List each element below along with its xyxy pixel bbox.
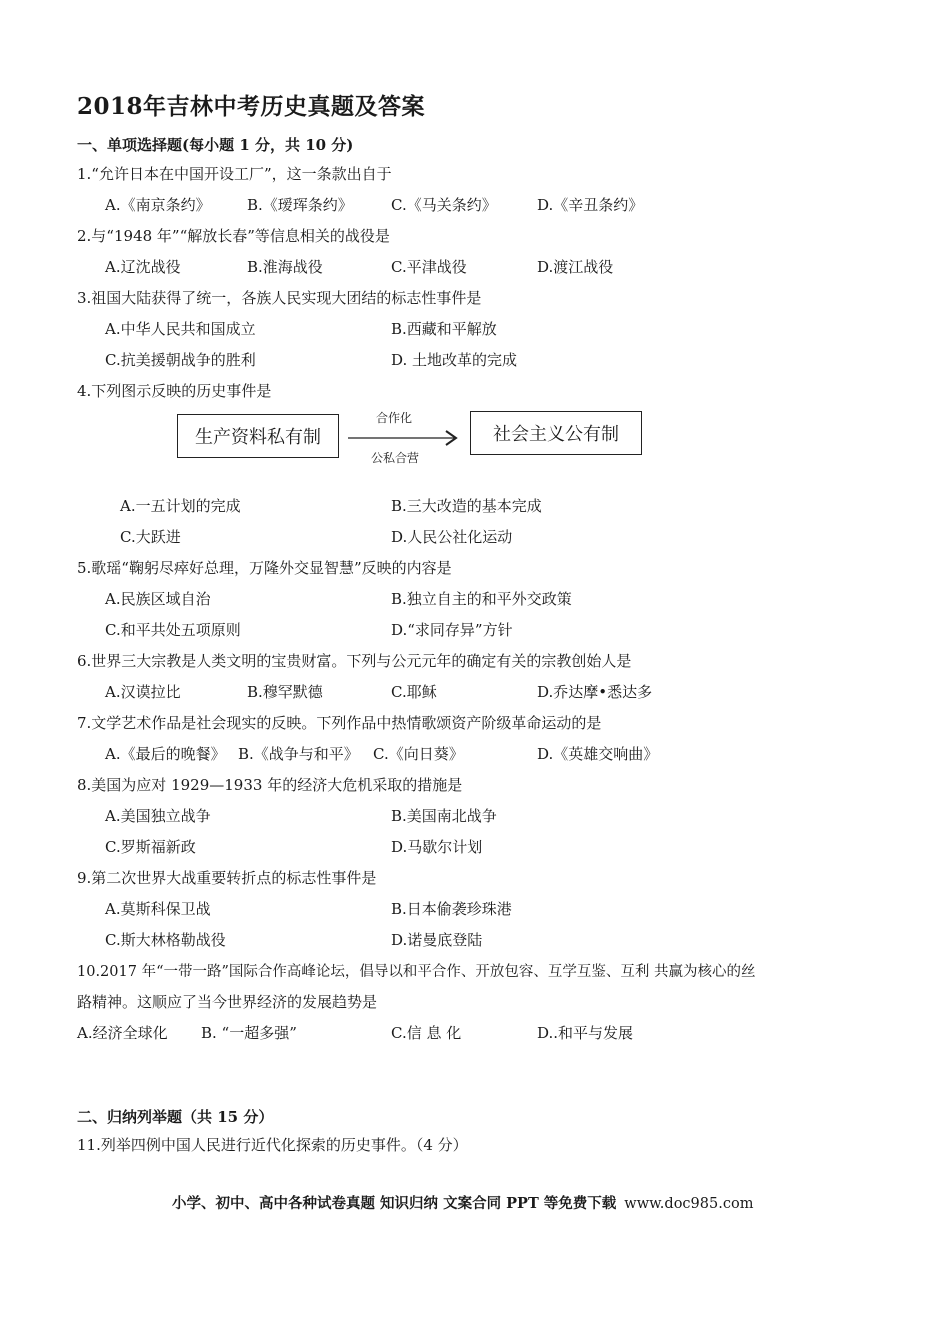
question-7-option-c: C.《向日葵》: [373, 745, 464, 763]
question-2-stem: 2.与“1948 年”“解放长春”等信息相关的战役是: [77, 227, 390, 245]
question-4-option-c: C.大跃进: [120, 528, 181, 546]
diagram-arrow-label-top: 合作化: [376, 411, 413, 425]
question-11-stem: 11.列举四例中国人民进行近代化探索的历史事件。（4 分）: [77, 1136, 468, 1154]
question-5-option-c: C.和平共处五项原则: [105, 621, 241, 639]
question-1-option-c: C.《马关条约》: [391, 196, 497, 214]
question-9-option-c: C.斯大林格勒战役: [105, 931, 226, 949]
question-3-option-c: C.抗美援朝战争的胜利: [105, 351, 256, 369]
question-8-stem: 8.美国为应对 1929—1933 年的经济大危机采取的措施是: [77, 776, 463, 794]
question-1-option-a: A.《南京条约》: [105, 196, 211, 214]
question-8-option-a: A.美国独立战争: [105, 807, 211, 825]
question-6-option-a: A.汉谟拉比: [105, 683, 181, 701]
question-8-option-b: B.美国南北战争: [391, 807, 497, 825]
question-3-option-a: A.中华人民共和国成立: [105, 320, 256, 338]
question-2-option-a: A.辽沈战役: [105, 258, 181, 276]
question-9-option-b: B.日本偷袭珍珠港: [391, 900, 512, 918]
question-4-option-a: A.一五计划的完成: [120, 497, 241, 515]
section-heading-summary: 二、归纳列举题（共 15 分）: [77, 1108, 274, 1126]
question-7-option-d: D.《英雄交响曲》: [537, 745, 659, 763]
diagram-box-private-ownership: [177, 414, 339, 458]
question-5-option-d: D.“求同存异”方针: [391, 621, 513, 639]
question-9-stem: 9.第二次世界大战重要转折点的标志性事件是: [77, 869, 377, 887]
question-6-option-c: C.耶稣: [391, 683, 437, 701]
section-heading-choice: 一、单项选择题(每小题 1 分，共 10 分): [77, 136, 354, 154]
diagram-box-public-ownership: [470, 411, 642, 455]
question-10-option-d: D..和平与发展: [537, 1024, 634, 1042]
diagram-box-public-ownership-label: 社会主义公有制: [493, 424, 619, 445]
footer-text: 小学、初中、高中各种试卷真题 知识归纳 文案合同 PPT 等免费下载: [172, 1195, 617, 1212]
question-7-option-a: A.《最后的晚餐》: [105, 745, 226, 763]
question-10-option-b: B. “一超多强”: [201, 1024, 297, 1042]
question-10-stem-line-2: 路精神。这顺应了当今世界经济的发展趋势是: [77, 993, 378, 1011]
question-6-option-d: D.乔达摩•悉达多: [537, 683, 653, 701]
question-8-option-c: C.罗斯福新政: [105, 838, 196, 856]
question-4-stem: 4.下列图示反映的历史事件是: [77, 382, 272, 400]
question-3-option-d: D. 土地改革的完成: [391, 351, 518, 369]
question-5-option-a: A.民族区域自治: [105, 590, 211, 608]
question-2-option-d: D.渡江战役: [537, 258, 614, 276]
question-2-option-c: C.平津战役: [391, 258, 467, 276]
question-6-stem: 6.世界三大宗教是人类文明的宝贵财富。下列与公元元年的确定有关的宗教创始人是: [77, 652, 632, 670]
question-10-option-a: A.经济全球化: [77, 1024, 168, 1042]
question-1-option-b: B.《瑷珲条约》: [247, 196, 353, 214]
diagram-arrow-label-bottom: 公私合营: [371, 451, 420, 465]
question-5-stem: 5.歌瑶“鞠躬尽瘁好总理，万隆外交显智慧”反映的内容是: [77, 559, 452, 577]
question-2-option-b: B.淮海战役: [247, 258, 323, 276]
diagram-arrow: [346, 428, 460, 448]
question-1-option-d: D.《辛丑条约》: [537, 196, 644, 214]
question-9-option-a: A.莫斯科保卫战: [105, 900, 211, 918]
diagram-box-private-ownership-label: 生产资料私有制: [195, 427, 321, 448]
question-1-stem: 1.“允许日本在中国开设工厂”，这一条款出自于: [77, 165, 392, 183]
question-9-option-d: D.诺曼底登陆: [391, 931, 483, 949]
question-10-stem-line-1: 10.2017 年“一带一路”国际合作高峰论坛，倡导以和平合作、开放包容、互学互鉴、互利 共赢为核心的丝: [77, 964, 756, 980]
question-5-option-b: B.独立自主的和平外交政策: [391, 590, 572, 608]
question-3-option-b: B.西藏和平解放: [391, 320, 497, 338]
question-7-stem: 7.文学艺术作品是社会现实的反映。下列作品中热情歌颂资产阶级革命运动的是: [77, 714, 602, 732]
question-7-option-b: B.《战争与和平》: [238, 745, 359, 763]
question-8-option-d: D.马歇尔计划: [391, 838, 483, 856]
page-footer: [172, 1192, 753, 1213]
question-10-option-c: C.信 息 化: [391, 1024, 462, 1042]
page-title: 2018年吉林中考历史真题及答案: [77, 93, 426, 120]
question-4-option-b: B.三大改造的基本完成: [391, 497, 542, 515]
question-3-stem: 3.祖国大陆获得了统一，各族人民实现大团结的标志性事件是: [77, 289, 482, 307]
footer-url[interactable]: www.doc985.com: [624, 1196, 754, 1212]
question-6-option-b: B.穆罕默德: [247, 683, 323, 701]
question-4-option-d: D.人民公社化运动: [391, 528, 513, 546]
